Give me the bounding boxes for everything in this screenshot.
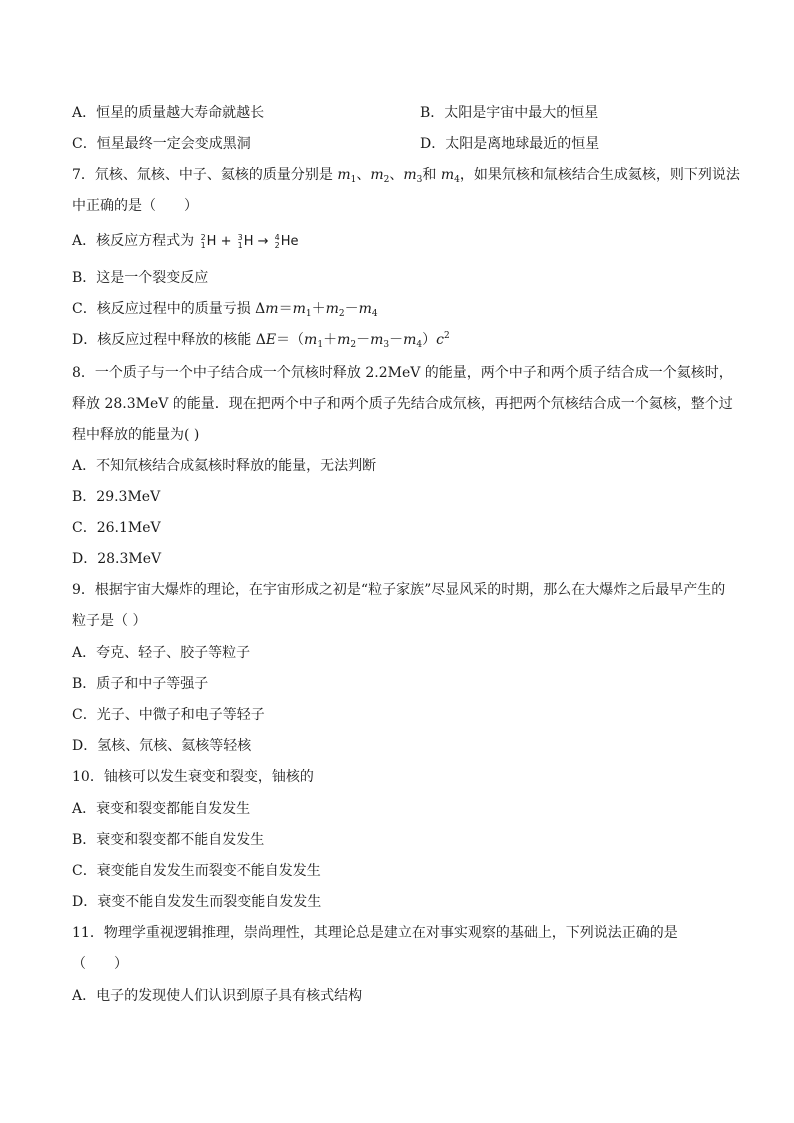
q10-option-d: D．衰变不能自发发生而裂变能自发发生: [72, 894, 322, 910]
q9-stem-line-1: 9．根据宇宙大爆炸的理论，在宇宙形成之初是“粒子家族”尽显风采的时期，那么在大爆炸之后最早产生的: [72, 582, 726, 598]
q11-option-a: A．电子的发现使人们认识到原子具有核式结构: [72, 988, 363, 1004]
q7-energy-formula: $\Delta E=(m_1+m_2-m_3-m_4)c^2$: [255, 331, 450, 350]
q10-option-c: C．衰变能自发发生而裂变不能自发发生: [72, 863, 321, 879]
q7-option-b: B．这是一个裂变反应: [72, 270, 209, 286]
q10-stem: 10．铀核可以发生衰变和裂变，铀核的: [72, 769, 314, 785]
q6-option-row-2: [72, 134, 600, 154]
q6-option-a: A．恒星的质量越大寿命就越长: [72, 105, 265, 121]
q7-option-a-label: A．核反应方程式为: [72, 233, 195, 249]
q8-option-d: D．28.3MeV: [72, 551, 162, 567]
q9-option-b: B．质子和中子等强子: [72, 676, 209, 692]
q7-option-c: [72, 299, 378, 319]
q8-option-c: C．26.1MeV: [72, 520, 161, 536]
q7-stem-line-2: 中正确的是（ ）: [72, 198, 198, 214]
q11-stem-line-1: 11．物理学重视逻辑推理，崇尚理性，其理论总是建立在对事实观察的基础上，下列说法正确的是: [72, 925, 678, 941]
q8-stem-line-3: 程中释放的能量为( ): [72, 427, 200, 443]
q7-stem-text-a: 7．氘核、氚核、中子、氦核的质量分别是: [72, 167, 333, 183]
q8-option-b: B．29.3MeV: [72, 489, 161, 505]
q8-stem-line-2: 释放 28.3MeV 的能量．现在把两个中子和两个质子先结合成氘核，再把两个氘核结合成一个氦核，整个过: [72, 396, 733, 412]
q6-option-c: C．恒星最终一定会变成黑洞: [72, 136, 251, 152]
q6-option-row-1: [72, 103, 599, 123]
q11-stem-line-2: （ ）: [72, 956, 128, 972]
q7-mass-defect-formula: $\Delta m=m_1+m_2-m_4$: [255, 301, 378, 319]
q7-option-d-label: D．核反应过程中释放的核能: [72, 332, 252, 348]
q8-option-a: A．不知氘核结合成氦核时释放的能量，无法判断: [72, 458, 377, 474]
q7-nuclear-equation: 2 1 H + 3 1 H → 4 2 He: [200, 232, 299, 250]
q7-option-d: [72, 330, 450, 350]
q9-stem-line-2: 粒子是（ ）: [72, 613, 147, 629]
q8-stem-line-1: 8．一个质子与一个中子结合成一个氘核时释放 2.2MeV 的能量，两个中子和两个质子结合成一个氦核时，: [72, 365, 733, 381]
q9-option-c: C．光子、中微子和电子等轻子: [72, 707, 265, 723]
q7-option-a: [72, 231, 299, 252]
q6-option-b: B．太阳是宇宙中最大的恒星: [420, 105, 599, 121]
q10-option-a: A．衰变和裂变都能自发发生: [72, 801, 251, 817]
q10-option-b: B．衰变和裂变都不能自发发生: [72, 832, 265, 848]
q6-option-d: D．太阳是离地球最近的恒星: [420, 136, 600, 152]
q7-mass-symbols: $m_1$、$m_2$、$m_3$和 $m_4$: [337, 167, 460, 185]
q7-stem-text-b: ，如果氘核和氚核结合生成氦核，则下列说法: [459, 167, 740, 183]
q9-option-a: A．夸克、轻子、胶子等粒子: [72, 645, 251, 661]
q7-option-c-label: C．核反应过程中的质量亏损: [72, 301, 251, 317]
q7-stem-line-1: [72, 165, 740, 185]
q9-option-d: D．氢核、氘核、氦核等轻核: [72, 738, 252, 754]
